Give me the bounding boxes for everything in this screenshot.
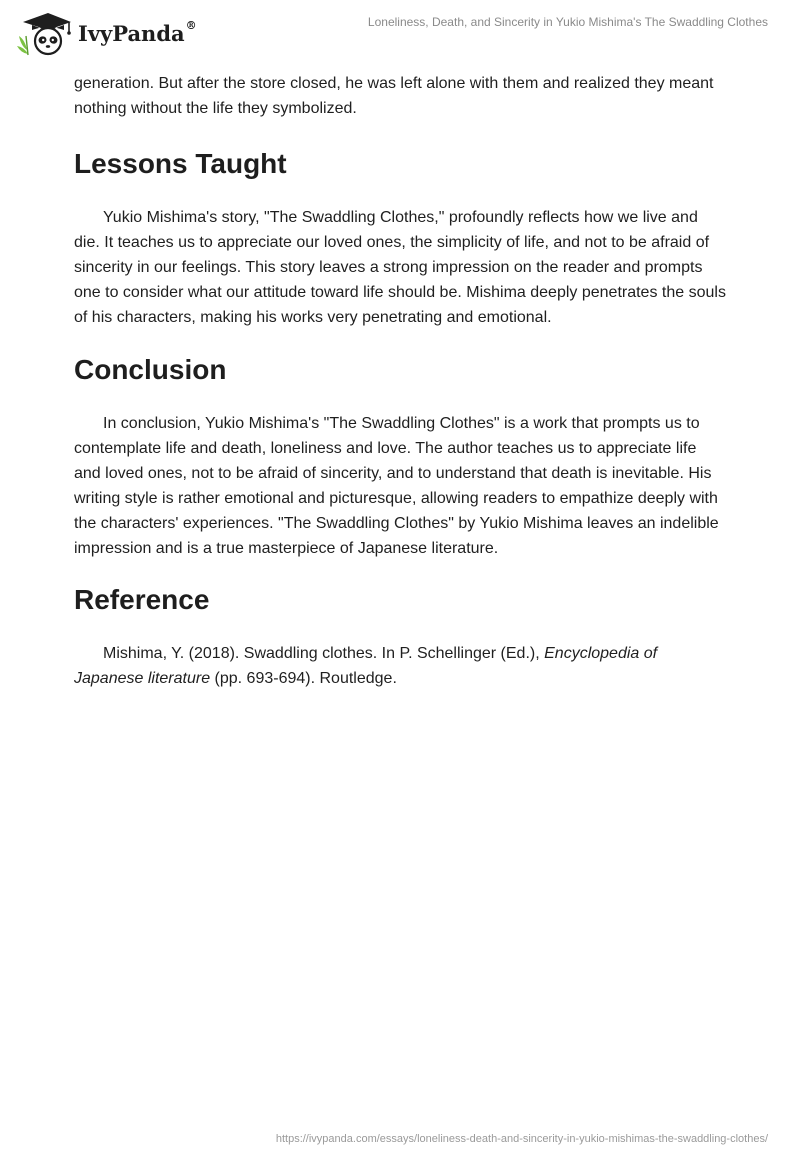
reference-title: Encyclopedia of Japanese literature [74, 645, 658, 687]
brand-name: IvyPanda® [78, 19, 197, 46]
intro-paragraph: generation. But after the store closed, he was left alone with them and realized they meant nothing without the life they symbolized. [74, 75, 714, 117]
source-url[interactable]: https://ivypanda.com/essays/loneliness-death-and-sincerity-in-yukio-mishimas-the-swaddling-clothes/ [275, 1133, 768, 1145]
lessons-paragraph: Yukio Mishima's story, "The Swaddling Clothes," profoundly reflects how we live and die. It teaches us to appreciate our loved ones, the simplicity of life, and not to be afraid of sincerity in our feelings. This story leaves a strong impression on the reader and prompts one to consider what our attitude toward life should be. Mishima deeply penetrates the souls of his characters, making his works very penetrating and emotional. [74, 209, 726, 326]
heading-reference: Reference [74, 584, 210, 615]
heading-lessons-taught: Lessons Taught [74, 148, 287, 179]
reference-entry [74, 641, 726, 691]
conclusion-paragraph: In conclusion, Yukio Mishima's "The Swaddling Clothes" is a work that prompts us to contemplate life and death, loneliness and love. The author teaches us to appreciate life and loved ones, not to be afraid of sincerity, and to understand that death is inevitable. His writing style is rather emotional and picturesque, allowing readers to empathize deeply with the characters' experiences. "The Swaddling Clothes" by Yukio Mishima leaves an indelible impression and is a true masterpiece of Japanese literature. [74, 415, 719, 557]
ivypanda-logo[interactable] [14, 10, 204, 56]
panda-graduate-icon [14, 10, 76, 56]
reference-text: Mishima, Y. (2018). Swaddling clothes. In P. Schellinger (Ed.), [103, 645, 545, 662]
heading-conclusion: Conclusion [74, 354, 227, 385]
document-title: Loneliness, Death, and Sincerity in Yukio Mishima's The Swaddling Clothes [367, 15, 768, 29]
reference-publisher: (pp. 693-694). Routledge. [210, 670, 397, 687]
essay-content [74, 71, 726, 691]
page-header [0, 0, 800, 60]
